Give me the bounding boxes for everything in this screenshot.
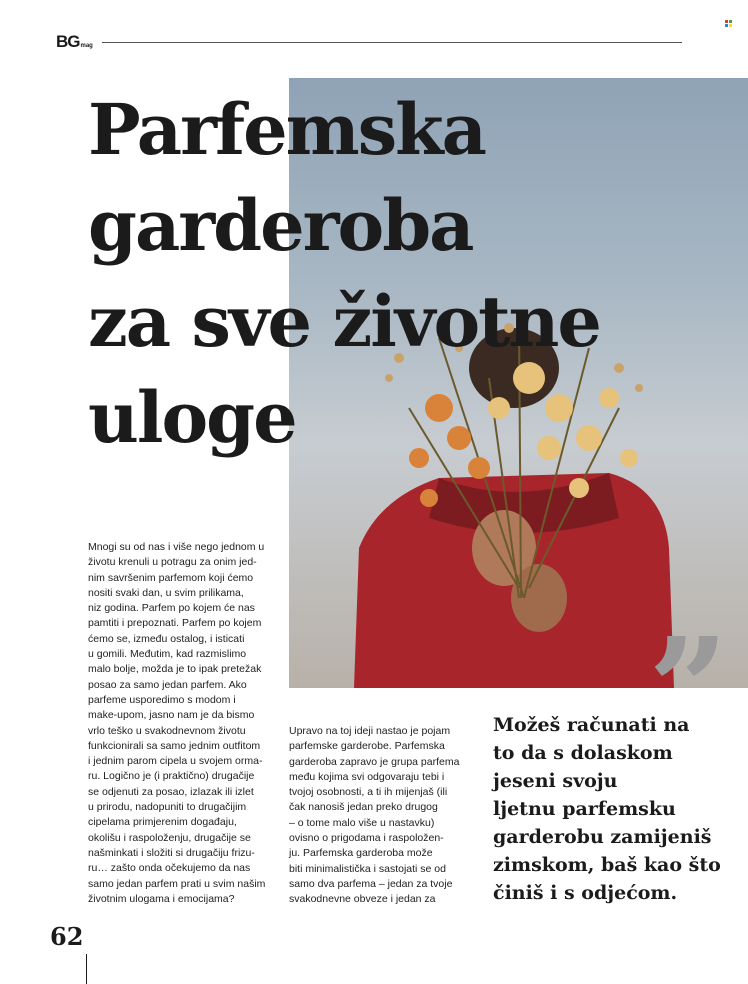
headline-line: garderoba: [88, 184, 473, 267]
quote-mark-icon: ”: [648, 608, 729, 772]
body-column-1: Mnogi su od nas i više nego jednom u životu krenuli u potragu za onim jed- nim savršenim parfemom koji ćemo nositi svaki dan, u svim prilikama, niz godina. Parfem po kojem će nas pamtiti i prepoznati. Parfem po kojem ćemo se, između ostalog, i isticati u gomili. Međutim, kad razmislimo malo bolje, možda je to ipak pretežak posao za samo jedan parfem. Ako parfeme usporedimo s modom i make-upom, jasno nam je da bismo vrlo teško u svakodnevnom životu funkcionirali sa samo jednim outfitom i jednim parom cipela u svojem orma- ru. Logično je (i praktično) drugačije se odjenuti za posao, izlazak ili izlet u prirodu, nadopuniti to drugačijim cipelama primjerenim događaju, okolišu i raspoloženju, drugačije se našminkati i složiti si drugačiju frizu- ru… zašto onda očekujemo da nas samo jedan parfem prati u svim našim životnim ulogama i emocijama?: [88, 541, 266, 905]
body-column-2: Upravo na toj ideji nastao je pojam parfemske garderobe. Parfemska garderoba zapravo je grupa parfema među kojima svi odgovaraju tebi i tvojoj osobnosti, a ti ih mijenjaš (ili čak nanosiš jedan preko drugog – o tome malo više u nastavku) ovisno o prigodama i raspoložen- ju. Parfemska garderoba može biti minimalistička i sastojati se od samo dva parfema – jedan za tvoje svakodnevne obveze i jedan za: [289, 725, 460, 906]
header-rule: [102, 42, 682, 43]
headline-line: Parfemska: [88, 88, 485, 171]
page-number: 62: [50, 922, 84, 951]
magazine-logo: BGmag: [56, 32, 93, 51]
article-headline: [88, 82, 648, 466]
footer-rule: [86, 954, 87, 984]
headline-line: za sve životne: [88, 280, 600, 363]
headline-line: uloge: [88, 376, 296, 459]
pull-quote: Možeš računati na to da s dolaskom jeseni svoju ljetnu parfemsku garderobu zamijeniš zimskom, baš kao što činiš i s odjećom.: [493, 714, 721, 904]
color-registration-mark: [725, 20, 733, 28]
